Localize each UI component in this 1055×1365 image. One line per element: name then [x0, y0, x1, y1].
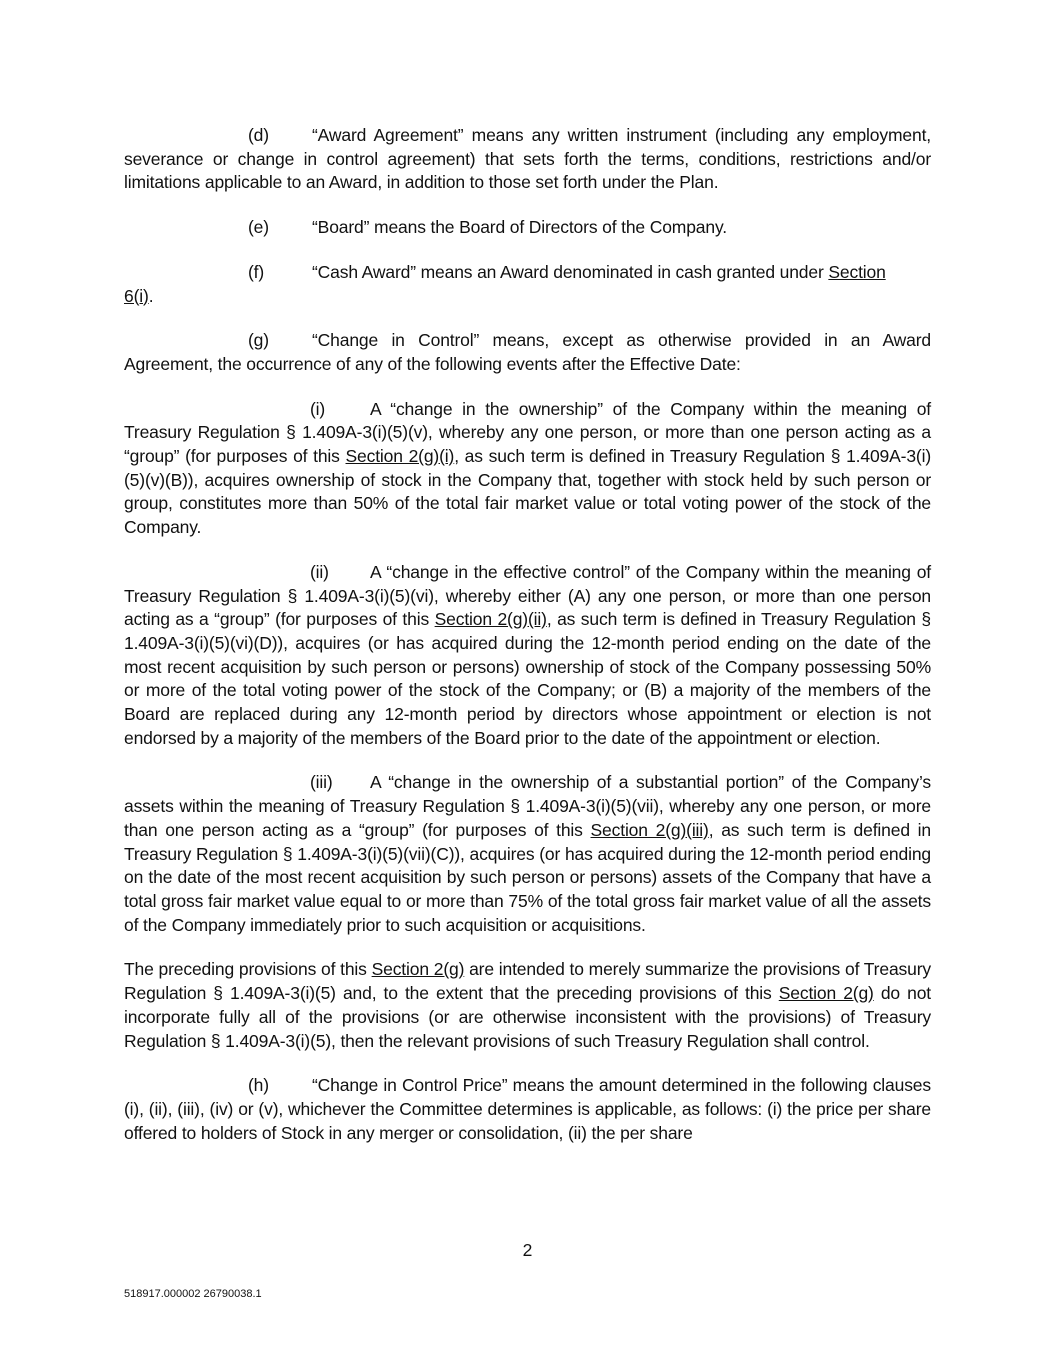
definition-board	[124, 216, 931, 240]
clause-label: (i)	[310, 398, 326, 419]
clause-text: are intended to merely summarize the provisions of Treasury Regulation § 1.409A-3(i)(5) and, to the extent that the preceding provisions of this	[124, 959, 931, 1004]
clause-text: The preceding provisions of this	[124, 959, 372, 980]
clause-label: (ii)	[310, 561, 329, 582]
definition-cash-award	[124, 261, 931, 285]
clause-label: (e)	[248, 217, 269, 238]
clause-text: do not incorporate fully all of the provisions (or are otherwise inconsistent with the provisions) of Treasury Regulation § 1.409A-3(i)(5), then the relevant provisions of such Treasury Regulation shall control.	[124, 983, 931, 1051]
clause-text: “Board” means the Board of Directors of the Company.	[312, 217, 727, 238]
summary-paragraph	[124, 958, 931, 1053]
page-number: 2	[522, 1240, 533, 1260]
clause-label: (g)	[248, 330, 269, 351]
definition-award-agreement	[124, 124, 931, 195]
clause-text: “Change in Control” means, except as otherwise provided in an Award Agreement, the occurrence of any of the following events after the Effective Date:	[124, 330, 931, 374]
section-reference[interactable]: Section 2(g)(ii)	[434, 609, 547, 630]
document-id: 518917.000002 26790038.1	[124, 1288, 262, 1300]
definition-change-in-control-price	[124, 1074, 931, 1145]
clause-text: A “change in the ownership” of the Company within the meaning of Treasury Regulation § 1.409A-3(i)(5)(v), whereby any one person, or more than one person acting as a “group” (for purposes of this	[124, 398, 931, 467]
clause-label: (f)	[248, 261, 265, 282]
subclause-change-in-substantial-assets	[124, 771, 931, 937]
clause-text: , as such term is defined in Treasury Regulation § 1.409A-3(i)(5)(vi)(D)), acquires (or has acquired during the 12-month period ending on the date of the most recent acquisition by such person or persons) ownership of stock of the Company possessing 50% or more of the total voting power of the stock of the Company; or (B) a majority of the members of the Board are replaced during any 12-month period by directors whose appointment or election is not endorsed by a majority of the members of the Board prior to the date of the appointment or election.	[124, 609, 931, 748]
section-reference[interactable]: Section 2(g)(iii)	[590, 819, 709, 840]
clause-text: “Cash Award” means an Award denominated in cash granted under	[312, 261, 829, 282]
document-body	[124, 124, 931, 1166]
section-reference[interactable]: Section 2(g)	[778, 983, 874, 1004]
subclause-change-in-effective-control	[124, 561, 931, 751]
clause-text: , as such term is defined in Treasury Regulation § 1.409A-3(i)(5)(vii)(C)), acquires (or has acquired during the 12-month period ending on the date of the most recent acquisition by such person or persons) assets of the Company that have a total gross fair market value equal to or more than 75% of the total gross fair market value of all the assets of the Company immediately prior to such acquisition or acquisitions.	[124, 819, 931, 935]
definition-cash-award-continued	[124, 285, 931, 309]
clause-text: “Award Agreement” means any written instrument (including any employment, severance or change in control agreement) that sets forth the terms, conditions, restrictions and/or limitations applicable to an Award, in addition to those set forth under the Plan.	[124, 125, 931, 193]
clause-text: , as such term is defined in Treasury Regulation § 1.409A-3(i)(5)(v)(B)), acquires ownership of stock in the Company that, together with stock held by such person or group, constitutes more than 50% of the total fair market value or total voting power of the stock of the Company.	[124, 446, 932, 538]
section-reference[interactable]: 6(i)	[124, 285, 149, 306]
definition-change-in-control	[124, 329, 931, 376]
clause-text: A “change in the effective control” of the Company within the meaning of Treasury Regulation § 1.409A-3(i)(5)(vi), whereby either (A) any one person, or more than one person acting as a “group” (for purposes of this	[124, 561, 931, 630]
clause-label: (h)	[248, 1075, 269, 1096]
clause-text: “Change in Control Price” means the amount determined in the following clauses (i), (ii), (iii), (iv) or (v), whichever the Committee determines is applicable, as follows: (i) the price per share offered to holders of Stock in any merger or consolidation, (ii) the per share	[124, 1075, 931, 1143]
clause-text: .	[148, 285, 154, 306]
clause-label: (iii)	[310, 772, 333, 793]
section-reference[interactable]: Section	[828, 261, 886, 282]
section-reference[interactable]: Section 2(g)(i)	[345, 446, 455, 467]
clause-text: A “change in the ownership of a substantial portion” of the Company’s assets within the meaning of Treasury Regulation § 1.409A-3(i)(5)(vii), whereby any one person, or more than one person acting as a “group” (for purposes of this	[124, 772, 931, 840]
section-reference[interactable]: Section 2(g)	[371, 959, 465, 980]
clause-label: (d)	[248, 125, 269, 145]
subclause-change-in-ownership	[124, 398, 931, 540]
